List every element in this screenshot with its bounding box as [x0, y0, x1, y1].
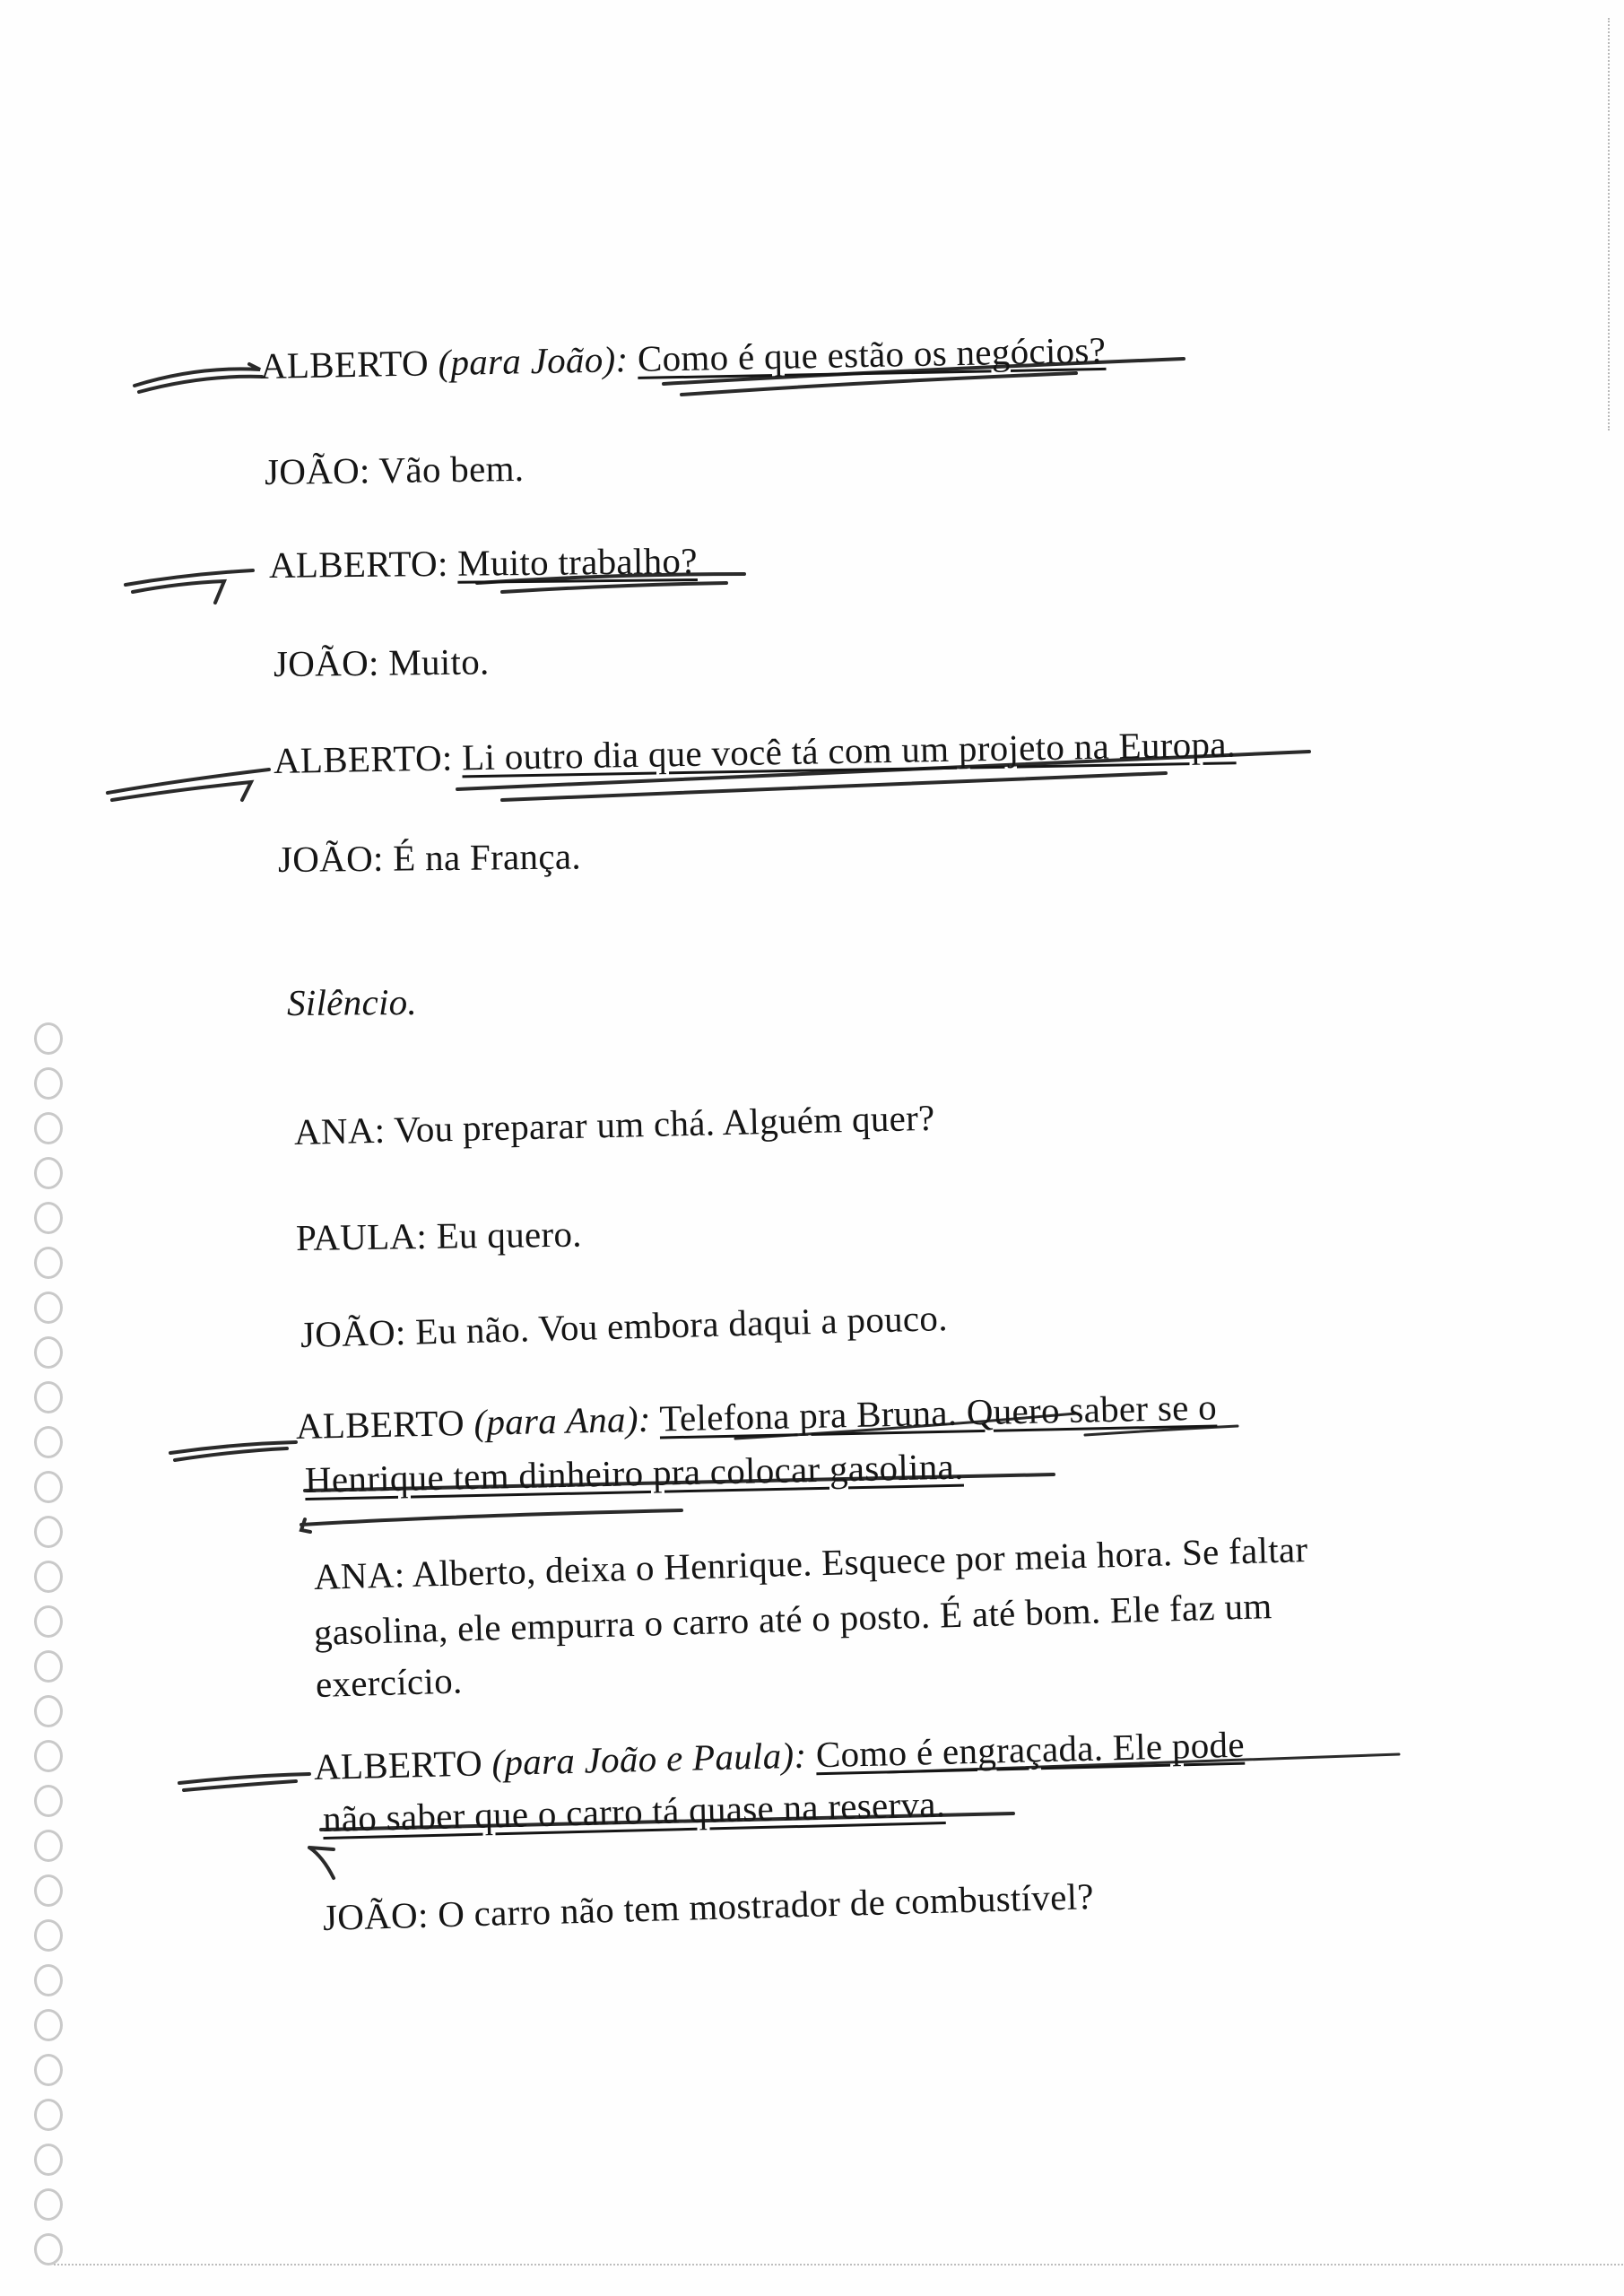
dialogue-text: Como é engraçada. Ele pode — [815, 1723, 1246, 1776]
dialogue-text: Alberto, deixa o Henrique. Esquece por meia hora. Se faltar — [412, 1528, 1308, 1595]
dialogue-line — [293, 1096, 936, 1152]
dialogue-line — [264, 447, 525, 492]
stage-direction: (para Ana): — [473, 1397, 652, 1443]
dialogue-text: Como é que estão os negócios? — [637, 328, 1107, 379]
dialogue-text: O carro não tem mostrador de combustível? — [437, 1874, 1095, 1935]
pen-arrow-mark — [179, 1774, 309, 1790]
dialogue-continuation: gasolina, ele empurra o carro até o posto. É até bom. Ele faz um — [313, 1585, 1273, 1653]
speaker-name: ALBERTO — [259, 342, 430, 387]
speaker-name: PAULA: — [295, 1214, 428, 1258]
speaker-name: JOÃO: — [264, 449, 370, 492]
speaker-name: ALBERTO: — [273, 736, 454, 781]
dialogue-line — [322, 1874, 1095, 1938]
speaker-name: JOÃO: — [300, 1310, 407, 1355]
pen-arrow-mark — [170, 1442, 296, 1460]
speaker-name: ANA: — [293, 1109, 386, 1152]
dialogue-line — [313, 1528, 1308, 1597]
dialogue-text: É na França. — [392, 835, 582, 879]
scan-edge — [1608, 18, 1613, 430]
pen-arrow-mark — [301, 1510, 682, 1532]
dialogue-text: Vou preparar um chá. Alguém quer? — [393, 1096, 936, 1151]
dialogue-text: Eu não. Vou embora daqui a pouco. — [414, 1297, 949, 1352]
dialogue-continuation: Henrique tem dinheiro pra colocar gasolina. — [304, 1445, 964, 1500]
pen-arrow-mark — [108, 770, 269, 800]
dialogue-continuation: exercício. — [315, 1659, 464, 1705]
dialogue-line — [277, 835, 582, 880]
dialogue-line — [313, 1723, 1246, 1787]
dialogue-text: Li outro dia que você tá com um projeto na Europa. — [461, 723, 1237, 778]
speaker-name: JOÃO: — [322, 1893, 430, 1938]
stage-direction: (para João): — [438, 338, 629, 384]
dialogue-line — [268, 539, 698, 586]
dialogue-line — [273, 640, 490, 684]
pen-arrow-mark — [309, 1848, 334, 1878]
dialogue-text: Muito. — [387, 640, 490, 683]
dialogue-text: Vão bem. — [378, 447, 525, 491]
pen-arrow-mark — [135, 364, 262, 392]
page-bottom-edge — [54, 2264, 1623, 2266]
stage-direction: (para João e Paula): — [491, 1734, 807, 1784]
dialogue-line — [300, 1297, 949, 1355]
dialogue-line — [295, 1213, 583, 1258]
dialogue-line — [296, 1388, 1218, 1445]
speaker-name: ANA: — [313, 1553, 406, 1597]
dialogue-line — [259, 328, 1107, 387]
speaker-name: ALBERTO — [295, 1402, 465, 1447]
dialogue-continuation: não saber que o carro tá quase na reserva. — [322, 1783, 946, 1839]
speaker-name: ALBERTO — [313, 1742, 483, 1787]
dialogue-text: Muito trabalho? — [456, 539, 698, 584]
pen-arrow-mark — [126, 570, 253, 603]
dialogue-text: Telefona pra Bruna. Quero saber se o — [659, 1386, 1218, 1439]
speaker-name: JOÃO: — [277, 837, 384, 880]
dialogue-line — [273, 723, 1237, 781]
dialogue-text: Eu quero. — [436, 1213, 583, 1257]
speaker-name: ALBERTO: — [268, 542, 448, 586]
speaker-name: JOÃO: — [273, 641, 379, 684]
stage-direction-line: Silêncio. — [286, 980, 418, 1023]
